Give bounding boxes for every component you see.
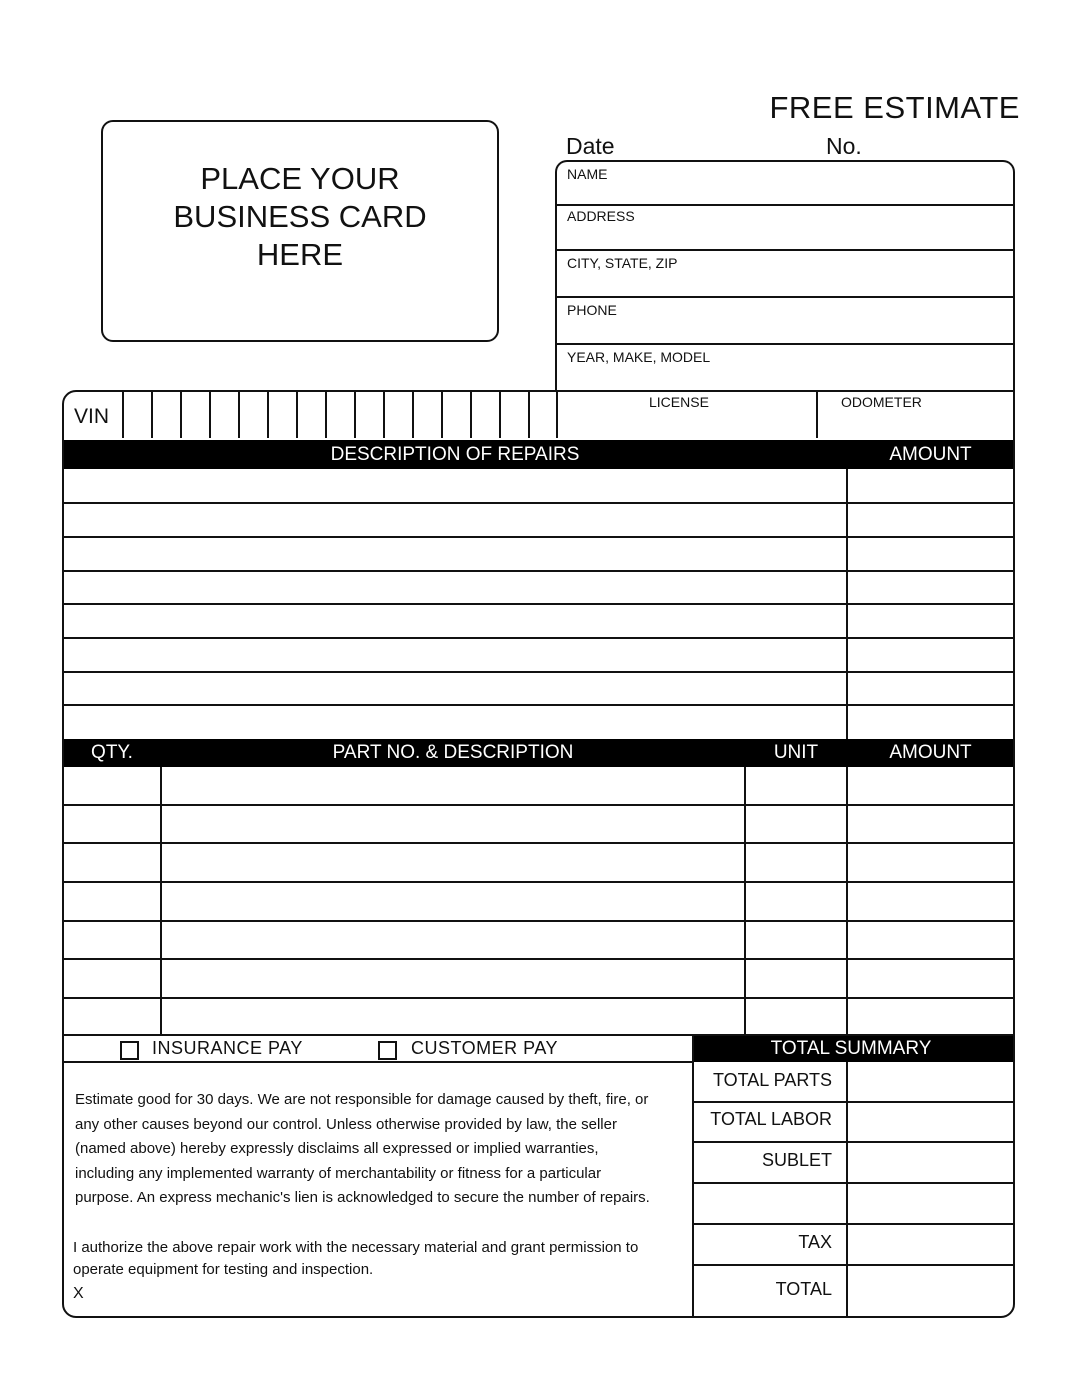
repair-description-cell[interactable] [64,504,844,536]
summary-value-total-labor[interactable] [848,1103,1015,1141]
vin-char-box[interactable] [182,392,209,438]
terms-line: any other causes beyond our control. Unless otherwise provided by law, the seller [75,1115,617,1133]
unit-header: UNIT [773,742,819,763]
repair-description-cell[interactable] [64,572,844,603]
city-state-zip-field[interactable] [557,251,1013,298]
insurance-pay-label: INSURANCE PAY [152,1038,303,1058]
repair-amount-cell[interactable] [848,538,1015,570]
insurance-pay-checkbox[interactable] [120,1041,139,1060]
repair-description-cell[interactable] [64,605,844,637]
part-description-cell[interactable] [162,922,744,958]
customer-pay-label: CUSTOMER PAY [411,1038,559,1058]
qty-cell[interactable] [64,922,160,958]
vin-label: VIN [74,405,110,428]
year-make-model-label: YEAR, MAKE, MODEL [567,349,711,365]
vin-char-box[interactable] [269,392,296,438]
vin-char-box[interactable] [443,392,470,438]
repair-amount-cell[interactable] [848,706,1015,739]
authorization-line: operate equipment for testing and inspection. [73,1260,374,1278]
summary-value-tax[interactable] [848,1225,1015,1264]
repairs-header [64,440,1015,469]
summary-value-blank[interactable] [848,1184,1015,1223]
part-amount-cell[interactable] [848,769,1015,804]
phone-field[interactable] [557,298,1013,345]
unit-cell[interactable] [746,806,844,842]
vin-char-box[interactable] [153,392,180,438]
odometer-label: ODOMETER [841,394,922,410]
part-description-cell[interactable] [162,844,744,881]
repair-amount-cell[interactable] [848,673,1015,704]
unit-cell[interactable] [746,769,844,804]
repair-description-cell[interactable] [64,639,844,671]
terms-line: (named above) hereby expressly disclaims all expressed or implied warranties, [75,1140,599,1157]
repair-amount-cell[interactable] [848,471,1015,502]
vin-char-box[interactable] [298,392,325,438]
terms-line: Estimate good for 30 days. We are not responsible for damage caused by theft, fire, or [75,1091,649,1108]
vin-char-box[interactable] [501,392,528,438]
vin-char-box[interactable] [124,392,151,438]
qty-cell[interactable] [64,960,160,997]
name-label: NAME [567,166,608,182]
repair-amount-cell[interactable] [848,605,1015,637]
summary-label-total-parts: TOTAL PARTS [712,1070,832,1090]
vin-char-box[interactable] [356,392,383,438]
qty-cell[interactable] [64,999,160,1034]
repair-description-cell[interactable] [64,471,844,502]
summary-value-sublet[interactable] [848,1143,1015,1182]
repair-amount-cell[interactable] [848,504,1015,536]
vin-char-box[interactable] [530,392,556,438]
year-make-model-field[interactable] [557,345,1013,390]
qty-cell[interactable] [64,769,160,804]
unit-cell[interactable] [746,883,844,920]
summary-label-tax: TAX [798,1232,832,1252]
part-description-cell[interactable] [162,960,744,997]
number-label: No. [826,133,862,159]
business-card-line: BUSINESS CARD [173,199,427,234]
unit-cell[interactable] [746,999,844,1034]
business-card-line: HERE [256,237,344,272]
vin-char-box[interactable] [211,392,238,438]
qty-header: QTY. [91,742,133,763]
summary-label-total-labor: TOTAL LABOR [710,1109,832,1129]
repair-description-cell[interactable] [64,673,844,704]
license-field[interactable] [558,392,816,438]
part-description-cell[interactable] [162,999,744,1034]
part-amount-cell[interactable] [848,999,1015,1034]
business-card-line: PLACE YOUR [200,161,400,196]
summary-value-total-parts[interactable] [848,1064,1015,1101]
address-label: ADDRESS [567,208,635,224]
repair-description-cell[interactable] [64,706,844,739]
total-summary-header: TOTAL SUMMARY [694,1036,1015,1062]
part-amount-cell[interactable] [848,960,1015,997]
phone-label: PHONE [567,302,617,318]
date-label: Date [566,133,615,159]
vin-char-box[interactable] [240,392,267,438]
form-title: FREE ESTIMATE [769,90,1020,125]
qty-cell[interactable] [64,806,160,842]
terms-line: including any implemented warranty of merchantability or fitness for a particular [75,1164,602,1182]
authorization-line: I authorize the above repair work with the necessary material and grant permission to [73,1239,639,1256]
terms-text [75,1088,650,1211]
authorization-text [73,1237,638,1280]
city-state-zip-label: CITY, STATE, ZIP [567,255,678,271]
part-amount-cell[interactable] [848,922,1015,958]
summary-label-sublet: SUBLET [761,1150,832,1170]
part-description-header: PART NO. & DESCRIPTION [332,742,574,763]
signature-mark: X [73,1285,84,1302]
qty-cell[interactable] [64,844,160,881]
terms-line: purpose. An express mechanic's lien is acknowledged to secure the number of repairs. [75,1189,650,1206]
signature-field[interactable] [92,1277,672,1307]
estimate-table [62,390,1015,1318]
part-description-cell[interactable] [162,806,744,842]
parts-amount-header: AMOUNT [889,742,972,763]
repair-amount-cell[interactable] [848,639,1015,671]
part-description-cell[interactable] [162,769,744,804]
qty-cell[interactable] [64,883,160,920]
part-description-cell[interactable] [162,883,744,920]
vin-char-box[interactable] [472,392,499,438]
name-field[interactable] [557,162,1013,206]
part-amount-cell[interactable] [848,844,1015,881]
part-amount-cell[interactable] [848,883,1015,920]
customer-pay-checkbox[interactable] [378,1041,397,1060]
business-card-placeholder [101,120,499,342]
summary-value-total[interactable] [848,1266,1015,1318]
description-of-repairs-header: DESCRIPTION OF REPAIRS [330,443,580,465]
odometer-field[interactable] [818,392,1015,438]
unit-cell[interactable] [746,922,844,958]
vin-char-box[interactable] [385,392,412,438]
vin-char-box[interactable] [414,392,441,438]
unit-cell[interactable] [746,844,844,881]
part-amount-cell[interactable] [848,806,1015,842]
vin-char-box[interactable] [327,392,354,438]
license-label: LICENSE [649,394,709,410]
repair-description-cell[interactable] [64,538,844,570]
repair-amount-cell[interactable] [848,572,1015,603]
address-field[interactable] [557,204,1013,251]
parts-header [64,739,1015,767]
unit-cell[interactable] [746,960,844,997]
summary-label-total: TOTAL [775,1279,832,1299]
customer-info-box [555,160,1015,390]
repairs-amount-header: AMOUNT [889,443,972,465]
